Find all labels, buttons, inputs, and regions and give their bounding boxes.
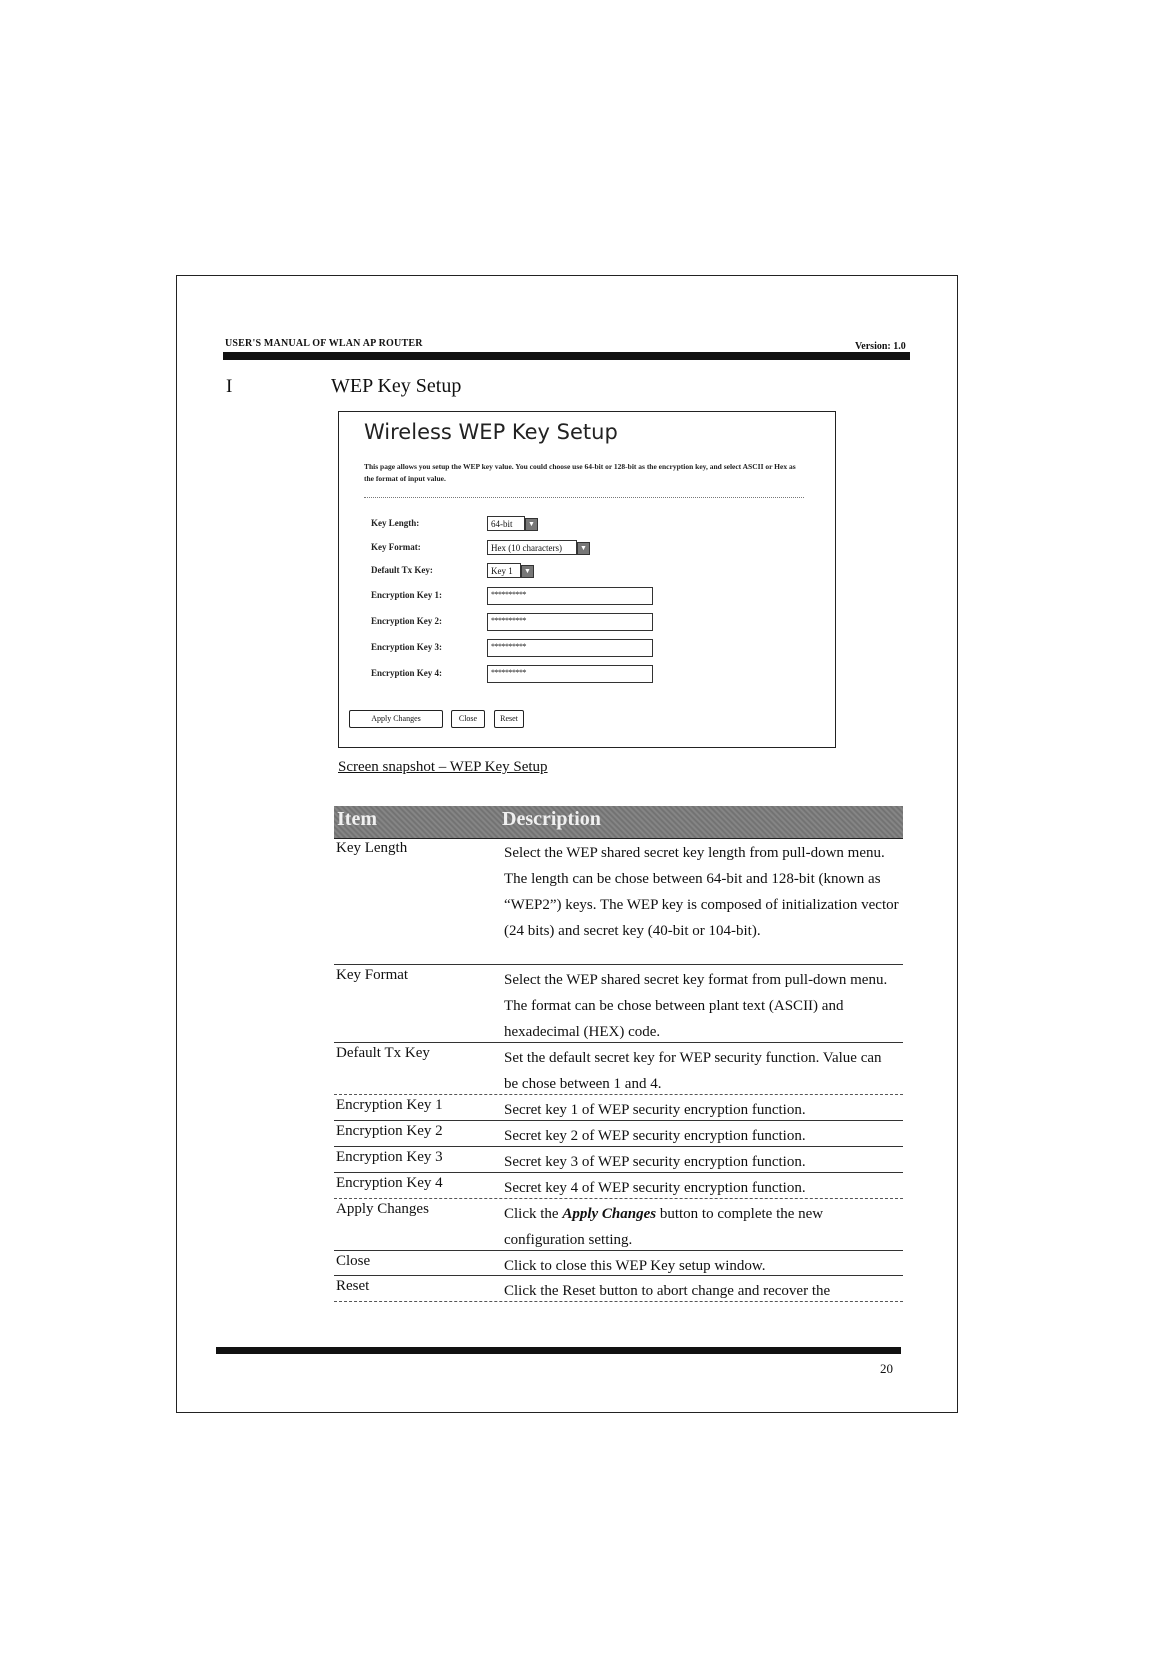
- chevron-down-icon: ▼: [521, 565, 534, 578]
- encryption-key-1-input[interactable]: **********: [487, 587, 653, 605]
- table-row: [334, 1276, 903, 1302]
- reset-button[interactable]: Reset: [494, 710, 524, 728]
- row-description: Secret key 2 of WEP security encryption function.: [504, 1128, 806, 1144]
- row-item: Default Tx Key: [336, 1045, 430, 1061]
- section-number: I: [226, 376, 233, 397]
- default-tx-key-value: Key 1: [491, 566, 513, 576]
- table-row: [334, 1147, 903, 1173]
- row-description: Select the WEP shared secret key format from pull-down menu. The format can be chose between plant text (ASCII) and hexadecimal (HEX) code.: [504, 972, 888, 1040]
- row-item: Encryption Key 1: [336, 1097, 443, 1113]
- row-description: [504, 1201, 899, 1253]
- key-format-label: Key Format:: [371, 542, 421, 552]
- row-description: Click to close this WEP Key setup window.: [504, 1258, 766, 1274]
- chevron-down-icon: ▼: [577, 542, 590, 555]
- key-format-value: Hex (10 characters): [491, 543, 562, 553]
- encryption-key-4-input[interactable]: **********: [487, 665, 653, 683]
- row-description: Set the default secret key for WEP security function. Value can be chose between 1 and 4.: [504, 1050, 882, 1092]
- table-row: [334, 1095, 903, 1121]
- chevron-down-icon: ▼: [525, 518, 538, 531]
- key-format-select[interactable]: [487, 540, 587, 555]
- header-rule: [223, 352, 910, 360]
- table-row: [334, 838, 903, 965]
- screenshot-panel: [338, 411, 836, 748]
- close-button[interactable]: Close: [451, 710, 485, 728]
- row-item: Encryption Key 2: [336, 1123, 443, 1139]
- desc-emphasis: Apply Changes: [562, 1206, 657, 1222]
- row-item: Key Format: [336, 967, 409, 983]
- footer-rule: [216, 1347, 901, 1354]
- key-length-label: Key Length:: [371, 518, 420, 528]
- screenshot-description: This page allows you setup the WEP key value. You could choose use 64-bit or 128-bit as the encryption key, and select ASCII or Hex as the format of input value.: [364, 462, 796, 483]
- row-description: Secret key 3 of WEP security encryption function.: [504, 1154, 806, 1170]
- table-row: [334, 1043, 903, 1095]
- row-item: Apply Changes: [336, 1201, 429, 1217]
- row-item: Close: [336, 1253, 371, 1269]
- apply-changes-button[interactable]: Apply Changes: [349, 710, 443, 728]
- table-header-description: Description: [502, 808, 601, 830]
- encryption-key-1-label: Encryption Key 1:: [371, 590, 442, 600]
- key-length-value: 64-bit: [491, 519, 513, 529]
- row-description: Secret key 1 of WEP security encryption function.: [504, 1102, 806, 1118]
- table-row: [334, 1173, 903, 1199]
- row-description: Secret key 4 of WEP security encryption function.: [504, 1180, 806, 1196]
- screenshot-divider: [364, 497, 804, 498]
- row-item: Encryption Key 4: [336, 1175, 443, 1191]
- section-title: WEP Key Setup: [331, 375, 462, 397]
- encryption-key-2-label: Encryption Key 2:: [371, 616, 442, 626]
- page-number: 20: [880, 1361, 893, 1376]
- key-length-select[interactable]: [487, 516, 535, 531]
- table-row: [334, 1199, 903, 1251]
- table-row: [334, 1121, 903, 1147]
- row-item: Key Length: [336, 840, 408, 856]
- encryption-key-4-label: Encryption Key 4:: [371, 668, 442, 678]
- row-description: Select the WEP shared secret key length from pull-down menu. The length can be chose between 64-bit and 128-bit (known as “WEP2”) keys. The WEP key is composed of initialization vector (24 bits) and secret key (40-bit or 104-bit).: [504, 845, 899, 939]
- table-header: [334, 806, 903, 839]
- table-row: [334, 1251, 903, 1276]
- screenshot-caption: Screen snapshot – WEP Key Setup: [338, 759, 548, 775]
- desc-text: button to complete the new configuration setting.: [504, 1206, 824, 1248]
- row-item: Reset: [336, 1278, 370, 1294]
- encryption-key-2-input[interactable]: **********: [487, 613, 653, 631]
- default-tx-key-label: Default Tx Key:: [371, 565, 433, 575]
- manual-title: USER'S MANUAL OF WLAN AP ROUTER: [225, 338, 423, 349]
- table-row: [334, 965, 903, 1043]
- row-item: Encryption Key 3: [336, 1149, 443, 1165]
- encryption-key-3-label: Encryption Key 3:: [371, 642, 442, 652]
- encryption-key-3-input[interactable]: **********: [487, 639, 653, 657]
- version-label: Version: 1.0: [855, 341, 906, 352]
- default-tx-key-select[interactable]: [487, 563, 531, 578]
- desc-text: Click the: [504, 1206, 563, 1222]
- row-description: Click the Reset button to abort change and recover the: [504, 1283, 831, 1299]
- screenshot-title: Wireless WEP Key Setup: [364, 420, 618, 444]
- table-header-item: Item: [337, 808, 377, 830]
